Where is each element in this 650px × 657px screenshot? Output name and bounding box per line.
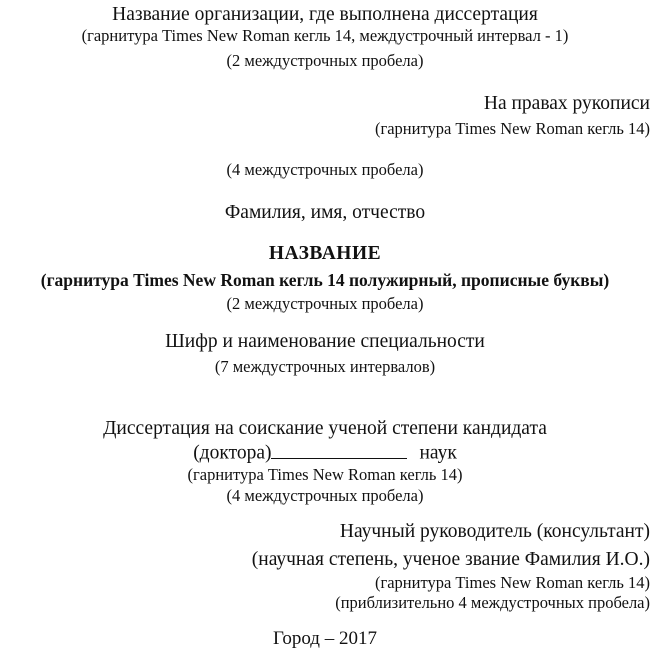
title-spacing-note: (2 междустрочных пробела) — [226, 294, 424, 313]
footer-block — [0, 628, 650, 649]
degree-blank-field[interactable] — [271, 441, 407, 459]
specialty-label: Шифр и наименование специальности — [165, 331, 485, 352]
organization-spacing-note: (2 междустрочных пробела) — [226, 51, 424, 70]
degree-line1-block — [0, 418, 650, 440]
advisor-label: Научный руководитель (консультант) — [339, 521, 650, 542]
degree-note-block — [0, 466, 650, 484]
degree-font-note: (гарнитура Times New Roman кегль 14) — [187, 465, 463, 484]
title-note-block — [0, 271, 650, 291]
organization-heading-block — [0, 4, 650, 26]
degree-fill-row — [0, 441, 650, 465]
advisor-line2-block — [0, 549, 650, 571]
manuscript-note-block — [0, 120, 650, 138]
degree-line2-block — [0, 441, 650, 465]
manuscript-spacing-note: (4 междустрочных пробела) — [226, 160, 424, 179]
specialty-block — [0, 331, 650, 353]
organization-heading: Название организации, где выполнена диссертация — [112, 4, 538, 25]
degree-statement: Диссертация на соискание ученой степени кандидата — [103, 418, 547, 439]
advisor-font-note: (гарнитура Times New Roman кегль 14) — [374, 573, 650, 592]
degree-spacing-note: (4 междустрочных пробела) — [226, 486, 424, 505]
title-font-note: (гарнитура Times New Roman кегль 14 полужирный, прописные буквы) — [40, 270, 610, 290]
manuscript-label: На правах рукописи — [483, 93, 650, 114]
organization-spacing-block — [0, 52, 650, 70]
city-year: Город – 2017 — [273, 628, 377, 649]
specialty-spacing-note: (7 междустрочных интервалов) — [214, 357, 436, 376]
manuscript-spacing-block — [0, 161, 650, 179]
organization-font-note: (гарнитура Times New Roman кегль 14, междустрочный интервал - 1) — [81, 26, 569, 45]
advisor-spacing-block — [0, 594, 650, 612]
degree-sciences-suffix: наук — [419, 442, 457, 464]
organization-note-block — [0, 27, 650, 45]
advisor-details: (научная степень, ученое звание Фамилия И.О.) — [251, 549, 650, 570]
author-block — [0, 202, 650, 224]
author-label: Фамилия, имя, отчество — [224, 202, 426, 223]
advisor-spacing-note: (приблизительно 4 междустрочных пробела) — [335, 593, 650, 612]
advisor-line1-block — [0, 521, 650, 543]
title-block — [0, 243, 650, 265]
advisor-note-block — [0, 574, 650, 592]
title-spacing-block — [0, 295, 650, 313]
specialty-spacing-block — [0, 358, 650, 376]
manuscript-label-block — [0, 93, 650, 115]
manuscript-font-note: (гарнитура Times New Roman кегль 14) — [374, 119, 650, 138]
degree-doctor-prefix: (доктора) — [193, 442, 272, 464]
degree-spacing-block — [0, 487, 650, 505]
dissertation-title: НАЗВАНИЕ — [268, 243, 382, 264]
